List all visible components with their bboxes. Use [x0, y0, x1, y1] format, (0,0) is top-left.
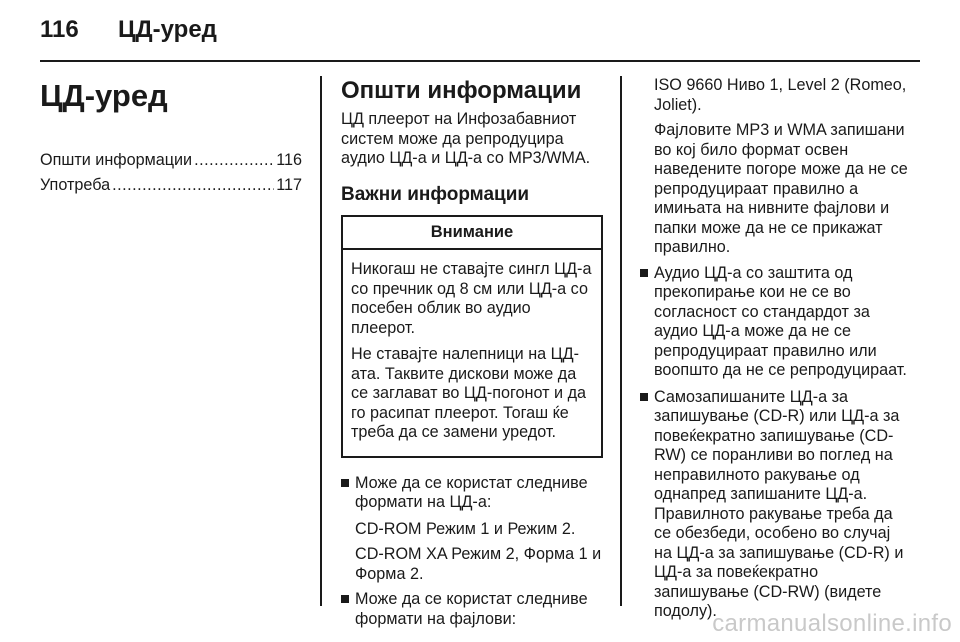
- list-item: [341, 590, 603, 629]
- list-item-text: Аудио ЦД-а со заштита од прекопирање кои не се во согласност со стандардот за аудио ЦД-а може да не се репродуцираат правилно или воопшто да не се репродуцираат.: [654, 263, 907, 379]
- square-bullet-icon: [640, 269, 648, 277]
- list-item: [341, 474, 603, 513]
- content-column-2: [341, 76, 603, 636]
- toc-label: Употреба: [40, 175, 111, 194]
- toc-page-number: 117: [276, 175, 302, 194]
- header-divider: [40, 60, 920, 62]
- chapter-title: ЦД-уред: [40, 78, 168, 113]
- section-title: Општи информации: [341, 77, 582, 104]
- warning-paragraph: Никогаш не ставајте сингл ЦД-а со пречник од 8 см или ЦД-а со посебен облик во аудио плеерот.: [351, 260, 592, 337]
- warning-box: [341, 215, 603, 458]
- toc-column: [40, 76, 302, 200]
- square-bullet-icon: [341, 595, 349, 603]
- format-paragraph: CD-ROM Режим 1 и Режим 2.: [355, 519, 576, 538]
- mp3-note-paragraph: Фајловите MP3 и WMA запишани во кој било формат освен наведените погоре може да не се репродуцираат правилно а имињата на нивните фајлови и папки може да не се прикажат правилно.: [654, 121, 908, 256]
- column-divider-1: [320, 76, 322, 606]
- list-item-text: Самозапишаните ЦД-а за запишување (CD-R) или ЦД-а за повеќекратно запишување (CD-RW) се поранливи во поглед на неправилното ракување од однапред запишаните ЦД-а. Правилното ракување треба да се обезбеди, особено во случај на ЦД-а за запишување (CD-R) и ЦД-а за повеќекратно запишување (CD-RW) (видете подолу).: [654, 387, 904, 620]
- page-number: 116: [40, 16, 79, 43]
- toc-leader-dots: [112, 176, 274, 196]
- watermark: carmanualsonline.info: [712, 610, 952, 637]
- column-divider-2: [620, 76, 622, 606]
- list-item-text: Може да се користат следниве формати на ЦД-а:: [355, 473, 588, 511]
- square-bullet-icon: [640, 393, 648, 401]
- toc-entry-usage[interactable]: [40, 176, 302, 196]
- warning-paragraph: Не ставајте налепници на ЦД-ата. Таквите дискови може да се заглават во ЦД-погонот и да го расипат плеерот. Тогаш ќе треба да се замени уредот.: [351, 345, 587, 441]
- subsection-title: Важни информации: [341, 183, 530, 205]
- intro-paragraph: ЦД плеерот на Инфозабавниот систем може да репродуцира аудио ЦД-а и ЦД-а со MP3/WMA.: [341, 110, 591, 167]
- warning-body: [343, 250, 601, 456]
- list-item: [640, 388, 910, 622]
- toc-entry-general-info[interactable]: [40, 151, 302, 171]
- iso-paragraph: ISO 9660 Ниво 1, Level 2 (Romeo, Joliet).: [654, 76, 907, 114]
- square-bullet-icon: [341, 479, 349, 487]
- list-item: [640, 264, 910, 381]
- list-item-text: Може да се користат следниве формати на фајлови:: [355, 590, 588, 628]
- format-paragraph: CD-ROM XA Режим 2, Форма 1 и Форма 2.: [355, 545, 602, 583]
- toc-label: Општи информации: [40, 151, 193, 169]
- toc-leader-dots: [194, 151, 274, 171]
- content-column-3: [640, 76, 910, 629]
- warning-heading: Внимание: [343, 217, 601, 251]
- running-header-title: ЦД-уред: [118, 16, 217, 43]
- toc-page-number: 116: [276, 151, 302, 169]
